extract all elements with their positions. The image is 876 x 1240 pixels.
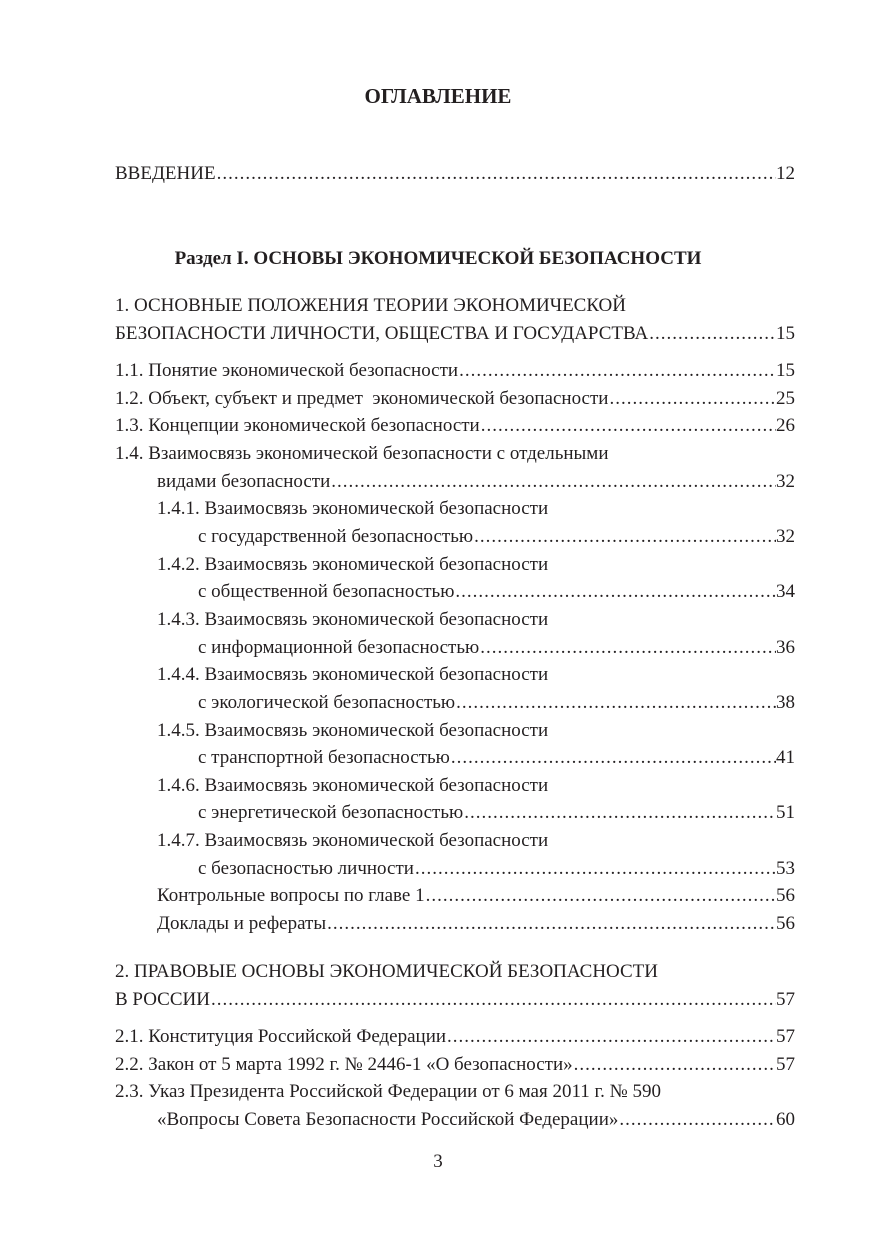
toc-entry-text: 1.1. Понятие экономической безопасности bbox=[115, 360, 459, 381]
toc-entry-text: с безопасностью личности bbox=[198, 858, 414, 879]
toc-page-number: 32 bbox=[776, 526, 795, 547]
toc-entry-1-4[interactable] bbox=[157, 468, 795, 495]
dot-leader bbox=[480, 412, 776, 439]
toc-entry-text: 1.3. Концепции экономической безопасности bbox=[115, 415, 480, 436]
toc-entry-text: Доклады и рефераты bbox=[157, 913, 327, 934]
toc-entry-text: с информационной безопасностью bbox=[198, 637, 480, 658]
toc-entry-introduction[interactable] bbox=[115, 160, 795, 187]
toc-entry-2-3[interactable] bbox=[157, 1106, 795, 1133]
toc-entry-text: с энергетической безопасностью bbox=[198, 802, 464, 823]
toc-page-number: 56 bbox=[776, 913, 795, 934]
toc-chapter-2-line-1[interactable]: 2. ПРАВОВЫЕ ОСНОВЫ ЭКОНОМИЧЕСКОЙ БЕЗОПАСНОСТИ bbox=[115, 961, 659, 982]
toc-entry-text: с общественной безопасностью bbox=[198, 581, 455, 602]
dot-leader bbox=[463, 799, 776, 826]
toc-page-number: 38 bbox=[776, 692, 795, 713]
dot-leader bbox=[216, 160, 776, 187]
dot-leader bbox=[573, 1051, 776, 1078]
toc-entry-1-2[interactable] bbox=[115, 385, 795, 412]
toc-entry-2-1[interactable] bbox=[115, 1023, 795, 1050]
toc-page-number: 26 bbox=[776, 415, 795, 436]
dot-leader bbox=[648, 320, 776, 347]
toc-page-number: 51 bbox=[776, 802, 795, 823]
toc-page-number: 57 bbox=[776, 989, 795, 1010]
toc-entry-text: Контрольные вопросы по главе 1 bbox=[157, 885, 425, 906]
toc-chapter-1[interactable] bbox=[115, 320, 795, 347]
toc-entry-1-1[interactable] bbox=[115, 357, 795, 384]
toc-page-number: 53 bbox=[776, 858, 795, 879]
toc-entry-text: с государственной безопасностью bbox=[198, 526, 474, 547]
dot-leader bbox=[454, 578, 776, 605]
toc-entry-1-4-2-line-1[interactable]: 1.4.2. Взаимосвязь экономической безопасности bbox=[157, 554, 549, 575]
toc-entry-2-3-line-1[interactable]: 2.3. Указ Президента Российской Федерации от 6 мая 2011 г. № 590 bbox=[115, 1081, 662, 1102]
dot-leader bbox=[446, 1023, 776, 1050]
dot-leader bbox=[450, 744, 776, 771]
toc-entry-reports[interactable] bbox=[157, 910, 795, 937]
toc-entry-1-4-3[interactable] bbox=[198, 634, 795, 661]
toc-entry-1-3[interactable] bbox=[115, 412, 795, 439]
toc-entry-1-4-2[interactable] bbox=[198, 578, 795, 605]
dot-leader bbox=[330, 468, 776, 495]
toc-entry-text: с экологической безопасностью bbox=[198, 692, 456, 713]
toc-page-number: 36 bbox=[776, 637, 795, 658]
toc-page-number: 25 bbox=[776, 388, 795, 409]
toc-entry-questions[interactable] bbox=[157, 882, 795, 909]
dot-leader bbox=[210, 986, 776, 1013]
toc-chapter-2[interactable] bbox=[115, 986, 795, 1013]
toc-page-number: 32 bbox=[776, 471, 795, 492]
toc-page-number: 15 bbox=[776, 323, 795, 344]
dot-leader bbox=[473, 523, 776, 550]
toc-entry-text: с транспортной безопасностью bbox=[198, 747, 450, 768]
dot-leader bbox=[458, 357, 776, 384]
toc-page-number: 57 bbox=[776, 1054, 795, 1075]
toc-entry-1-4-6-line-1[interactable]: 1.4.6. Взаимосвязь экономической безопасности bbox=[157, 775, 549, 796]
dot-leader bbox=[479, 634, 776, 661]
toc-page-number: 57 bbox=[776, 1026, 795, 1047]
page-title: ОГЛАВЛЕНИЕ bbox=[364, 84, 512, 108]
toc-page-number: 60 bbox=[776, 1109, 795, 1130]
toc-entry-text: В РОССИИ bbox=[115, 989, 210, 1010]
dot-leader bbox=[414, 855, 776, 882]
toc-entry-text: видами безопасности bbox=[157, 471, 331, 492]
toc-entry-1-4-7-line-1[interactable]: 1.4.7. Взаимосвязь экономической безопасности bbox=[157, 830, 549, 851]
toc-entry-1-4-line-1[interactable]: 1.4. Взаимосвязь экономической безопасности с отдельными bbox=[115, 443, 609, 464]
toc-entry-text: 1.2. Объект, субъект и предмет экономической безопасности bbox=[115, 388, 609, 409]
dot-leader bbox=[608, 385, 776, 412]
toc-page-number: 12 bbox=[776, 163, 795, 184]
toc-page-number: 41 bbox=[776, 747, 795, 768]
toc-page-number: 34 bbox=[776, 581, 795, 602]
toc-entry-text: 2.2. Закон от 5 марта 1992 г. № 2446-1 «О безопасности» bbox=[115, 1054, 573, 1075]
dot-leader bbox=[425, 882, 776, 909]
toc-entry-1-4-4-line-1[interactable]: 1.4.4. Взаимосвязь экономической безопасности bbox=[157, 664, 549, 685]
toc-entry-text: «Вопросы Совета Безопасности Российской Федерации» bbox=[157, 1109, 619, 1130]
toc-entry-1-4-1[interactable] bbox=[198, 523, 795, 550]
page-number-footer: 3 bbox=[433, 1151, 443, 1172]
toc-entry-1-4-3-line-1[interactable]: 1.4.3. Взаимосвязь экономической безопасности bbox=[157, 609, 549, 630]
toc-entry-text: БЕЗОПАСНОСТИ ЛИЧНОСТИ, ОБЩЕСТВА И ГОСУДАРСТВА bbox=[115, 323, 649, 344]
toc-entry-1-4-6[interactable] bbox=[198, 799, 795, 826]
toc-entry-text: ВВЕДЕНИЕ bbox=[115, 163, 216, 184]
toc-page-number: 15 bbox=[776, 360, 795, 381]
section-heading: Раздел I. ОСНОВЫ ЭКОНОМИЧЕСКОЙ БЕЗОПАСНОСТИ bbox=[174, 248, 702, 269]
toc-entry-1-4-7[interactable] bbox=[198, 855, 795, 882]
dot-leader bbox=[618, 1106, 776, 1133]
toc-entry-1-4-1-line-1[interactable]: 1.4.1. Взаимосвязь экономической безопасности bbox=[157, 498, 549, 519]
toc-page-number: 56 bbox=[776, 885, 795, 906]
toc-entry-text: 2.1. Конституция Российской Федерации bbox=[115, 1026, 447, 1047]
toc-entry-1-4-5[interactable] bbox=[198, 744, 795, 771]
toc-entry-2-2[interactable] bbox=[115, 1051, 795, 1078]
dot-leader bbox=[455, 689, 776, 716]
toc-entry-1-4-4[interactable] bbox=[198, 689, 795, 716]
toc-entry-1-4-5-line-1[interactable]: 1.4.5. Взаимосвязь экономической безопасности bbox=[157, 720, 549, 741]
dot-leader bbox=[326, 910, 776, 937]
toc-chapter-1-line-1[interactable]: 1. ОСНОВНЫЕ ПОЛОЖЕНИЯ ТЕОРИИ ЭКОНОМИЧЕСКОЙ bbox=[115, 295, 626, 316]
